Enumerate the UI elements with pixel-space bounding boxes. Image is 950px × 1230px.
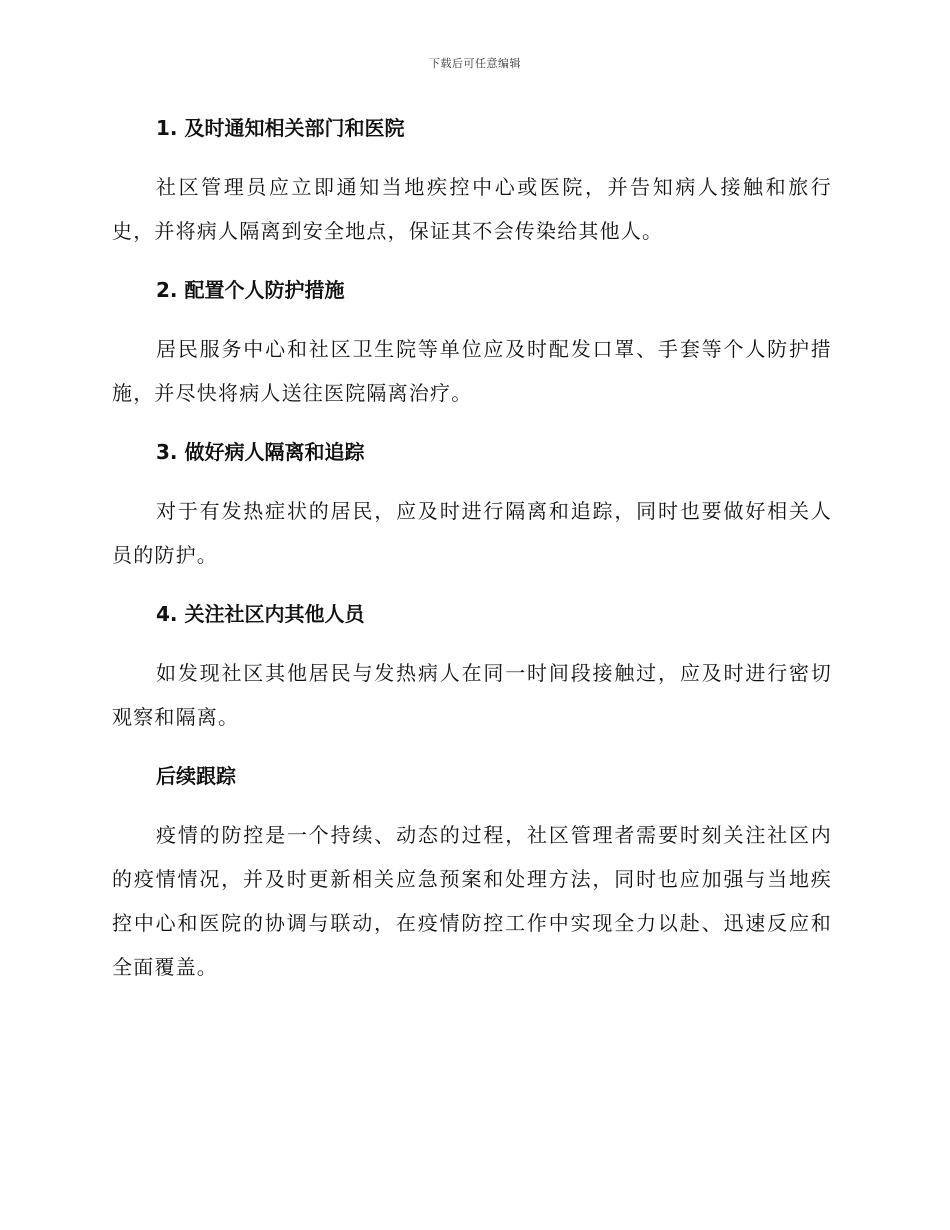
- section-heading-4: 4. 关注社区内其他人员: [156, 602, 365, 626]
- document-content: [112, 113, 832, 1011]
- section-paragraph-3: 对于有发热症状的居民，应及时进行隔离和追踪，同时也要做好相关人员的防护。: [112, 499, 832, 567]
- section-paragraph-follow-up: 疫情的防控是一个持续、动态的过程，社区管理者需要时刻关注社区内的疫情情况，并及时更新相关应急预案和处理方法，同时也应加强与当地疾控中心和医院的协调与联动，在疫情防控工作中实现全力以赴、迅速反应和全面覆盖。: [112, 823, 832, 979]
- section-heading-3: 3. 做好病人隔离和追踪: [156, 440, 365, 464]
- header-note: 下载后可任意编辑: [429, 57, 521, 70]
- section-heading-1: 1. 及时通知相关部门和医院: [156, 116, 405, 140]
- section-paragraph-2: 居民服务中心和社区卫生院等单位应及时配发口罩、手套等个人防护措施，并尽快将病人送往医院隔离治疗。: [112, 337, 832, 405]
- section-heading-follow-up: 后续跟踪: [156, 764, 236, 788]
- section-heading-2: 2. 配置个人防护措施: [156, 278, 345, 302]
- section-paragraph-1: 社区管理员应立即通知当地疾控中心或医院，并告知病人接触和旅行史，并将病人隔离到安全地点，保证其不会传染给其他人。: [112, 175, 832, 243]
- section-paragraph-4: 如发现社区其他居民与发热病人在同一时间段接触过，应及时进行密切观察和隔离。: [112, 661, 832, 729]
